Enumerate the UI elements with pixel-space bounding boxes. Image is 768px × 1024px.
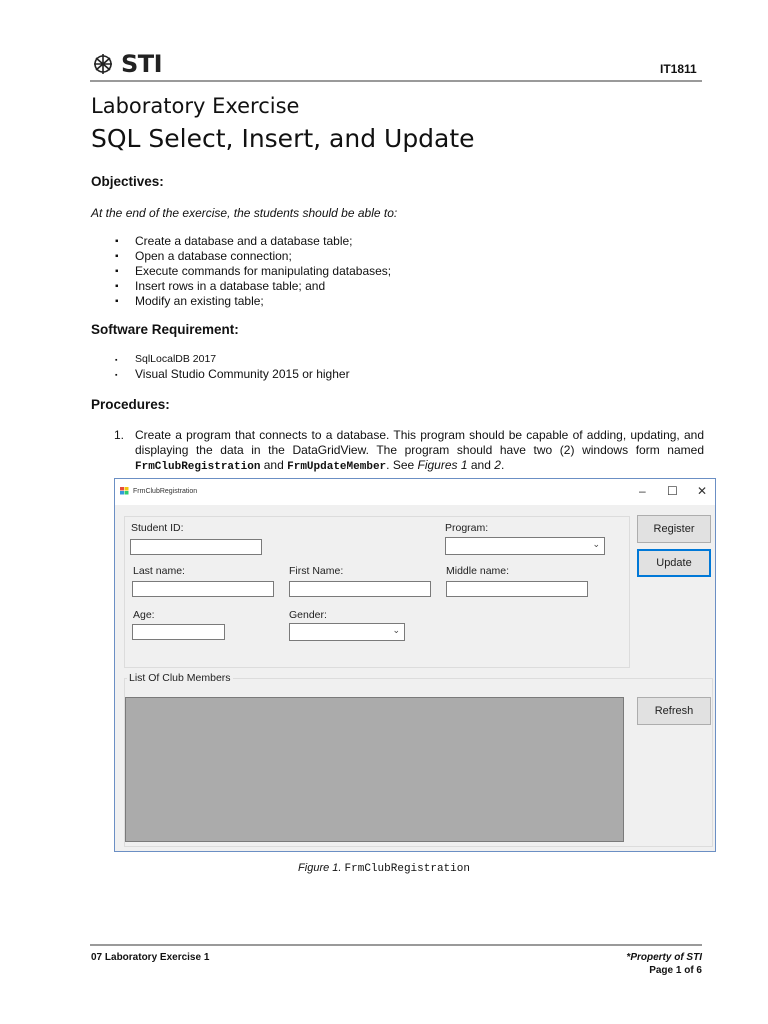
age-input[interactable]	[132, 624, 225, 640]
software-heading: Software Requirement:	[91, 322, 239, 337]
step-text-part: Create a program that connects to a database. This program should be capable of adding, updating, and displaying the data in the DataGridView. The program should have two (2) windows form named	[135, 428, 704, 457]
age-label: Age:	[133, 609, 155, 621]
members-datagridview[interactable]	[125, 697, 624, 842]
first-name-label: First Name:	[289, 565, 344, 577]
form-name-code: FrmClubRegistration	[135, 461, 261, 473]
gender-dropdown[interactable]	[289, 623, 405, 641]
list-item: ▪ Execute commands for manipulating databases;	[135, 264, 391, 279]
minimize-icon[interactable]: –	[639, 484, 646, 498]
window-title: FrmClubRegistration	[133, 488, 198, 495]
list-item: ▪ Modify an existing table;	[135, 294, 391, 309]
last-name-input[interactable]	[132, 581, 274, 597]
program-label: Program:	[445, 522, 489, 534]
form-window-screenshot	[114, 478, 716, 852]
close-icon[interactable]: ✕	[697, 484, 708, 498]
course-code: IT1811	[660, 62, 697, 76]
procedure-step-1	[114, 428, 704, 475]
objectives-list	[135, 234, 391, 309]
refresh-button[interactable]: Refresh	[637, 697, 711, 725]
header-divider	[90, 80, 702, 82]
figure-caption	[0, 862, 768, 875]
club-members-group-label: List Of Club Members	[129, 672, 231, 684]
maximize-icon[interactable]: ☐	[667, 484, 678, 498]
program-dropdown[interactable]	[445, 537, 605, 555]
list-item: ▪ Visual Studio Community 2015 or higher	[135, 367, 350, 382]
middle-name-label: Middle name:	[446, 565, 510, 577]
figure-reference: 2	[494, 458, 501, 472]
step-text-part: . See	[386, 458, 418, 472]
student-id-label: Student ID:	[131, 522, 184, 534]
document-subtitle: Laboratory Exercise	[91, 94, 300, 118]
sti-globe-icon	[92, 53, 120, 75]
step-number: 1.	[114, 428, 125, 442]
procedures-heading: Procedures:	[91, 397, 170, 412]
first-name-input[interactable]	[289, 581, 431, 597]
list-item: ▪ Create a database and a database table;	[135, 234, 391, 249]
footer-property: *Property of STI	[626, 952, 702, 963]
window-titlebar	[115, 479, 715, 505]
form-app-icon	[120, 487, 129, 495]
step-text	[135, 428, 704, 475]
list-item: ▪ Insert rows in a database table; and	[135, 279, 391, 294]
update-button[interactable]: Update	[637, 549, 711, 577]
chevron-down-icon: ⌄	[592, 539, 600, 549]
footer-left: 07 Laboratory Exercise 1	[91, 952, 210, 963]
gender-label: Gender:	[289, 609, 327, 621]
step-text-part: .	[500, 458, 505, 472]
student-id-input[interactable]	[130, 539, 262, 555]
software-list	[135, 352, 350, 382]
register-button[interactable]: Register	[637, 515, 711, 543]
objectives-heading: Objectives:	[91, 174, 164, 189]
figure-form-name: FrmClubRegistration	[344, 863, 470, 875]
middle-name-input[interactable]	[446, 581, 588, 597]
sti-logo	[92, 50, 162, 78]
figure-reference: Figures 1	[417, 458, 468, 472]
list-item: ▪ Open a database connection;	[135, 249, 391, 264]
form-name-code: FrmUpdateMember	[287, 461, 387, 473]
figure-label: Figure 1.	[298, 862, 342, 874]
step-text-part: and	[467, 458, 495, 472]
step-text-part: and	[260, 458, 288, 472]
last-name-label: Last name:	[133, 565, 185, 577]
document-title: SQL Select, Insert, and Update	[91, 124, 475, 153]
objectives-intro: At the end of the exercise, the students should be able to:	[91, 206, 398, 220]
footer-divider	[90, 944, 702, 946]
logo-text: STI	[121, 50, 163, 78]
footer-page-number: Page 1 of 6	[649, 965, 702, 976]
list-item: ▪ SqlLocalDB 2017	[135, 352, 350, 367]
chevron-down-icon: ⌄	[392, 625, 400, 635]
